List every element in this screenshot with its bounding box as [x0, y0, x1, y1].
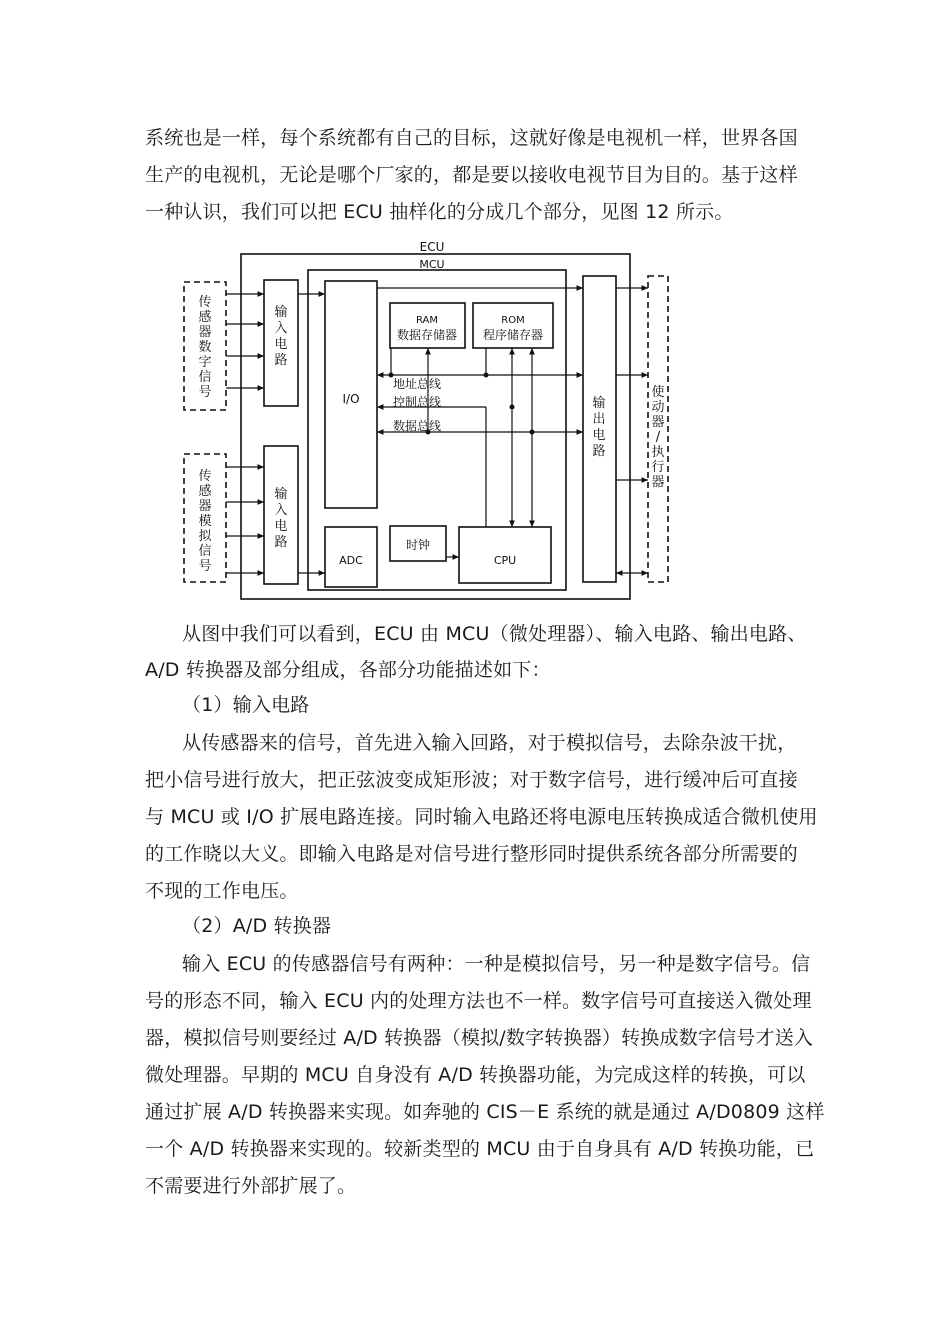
text-line: 从图中我们可以看到，ECU 由 MCU（微处理器）、输入电路、输出电路、 [182, 623, 807, 645]
svg-text:输: 输 [592, 396, 606, 411]
text-line: 从传感器来的信号，首先进入输入回路，对于模拟信号，去除杂波干扰， [182, 732, 797, 754]
adc-label: ADC [339, 554, 363, 567]
input-circuit-1-label [274, 304, 287, 368]
svg-text:信: 信 [198, 370, 212, 385]
ram-sublabel: 数据存储器 [396, 328, 458, 342]
svg-text:使: 使 [651, 385, 665, 400]
text-line: 不需要进行外部扩展了。 [145, 1175, 357, 1197]
rom-sublabel: 程序储存器 [482, 328, 544, 342]
svg-text:拟: 拟 [198, 529, 212, 544]
svg-text:执: 执 [651, 445, 665, 460]
text-line: 不现的工作电压。 [145, 880, 299, 902]
input-circuit-2-label [274, 486, 287, 550]
mcu-label: MCU [419, 258, 445, 271]
svg-text:号: 号 [198, 559, 212, 574]
svg-text:传: 传 [198, 295, 212, 310]
svg-text:输: 输 [274, 305, 288, 320]
cpu-label: CPU [493, 554, 517, 567]
address-bus-label: 地址总线 [393, 377, 442, 391]
text-line: 把小信号进行放大，把正弦波变成矩形波；对于数字信号，进行缓冲后可直接 [145, 769, 798, 791]
text-line: 通过扩展 A/D 转换器来实现。如奔驰的 CIS－E 系统的就是通过 A/D0809 这样 [145, 1101, 825, 1123]
control-bus-label: 控制总线 [393, 395, 442, 409]
svg-text:出: 出 [592, 412, 606, 427]
actuator-label [651, 384, 664, 490]
svg-text:输: 输 [274, 487, 288, 502]
section-heading: （1）输入电路 [182, 694, 310, 716]
sensor-digital-label [198, 295, 211, 400]
text-line: 号的形态不同，输入 ECU 内的处理方法也不一样。数字信号可直接送入微处理 [145, 990, 812, 1012]
text-line: 的工作晓以大义。即输入电路是对信号进行整形同时提供系统各部分所需要的 [145, 843, 798, 865]
svg-text:信: 信 [198, 544, 212, 559]
svg-text:电: 电 [592, 428, 606, 443]
svg-text:动: 动 [651, 400, 665, 415]
svg-text:器: 器 [651, 475, 665, 490]
svg-text:行: 行 [651, 460, 665, 475]
text-line: 器，模拟信号则要经过 A/D 转换器（模拟/数字转换器）转换成数字信号才送入 [145, 1027, 814, 1049]
svg-text:传: 传 [198, 469, 212, 484]
ram-label: RAM [415, 315, 439, 326]
svg-text:入: 入 [274, 321, 288, 336]
svg-text:/: / [655, 430, 661, 445]
svg-text:字: 字 [198, 355, 212, 370]
text-line: 输入 ECU 的传感器信号有两种：一种是模拟信号，另一种是数字信号。信 [182, 953, 811, 975]
rom-label: ROM [501, 315, 525, 326]
svg-text:号: 号 [198, 385, 212, 400]
clock-label: 时钟 [405, 538, 431, 552]
svg-text:路: 路 [592, 444, 606, 459]
ecu-label: ECU [419, 240, 445, 254]
svg-text:感: 感 [198, 310, 212, 325]
output-circuit-label [592, 395, 605, 459]
svg-text:路: 路 [274, 535, 288, 550]
text-line: A/D 转换器及部分组成，各部分功能描述如下： [145, 659, 551, 681]
text-line: 微处理器。早期的 MCU 自身没有 A/D 转换器功能，为完成这样的转换，可以 [145, 1064, 806, 1086]
sensor-analog-label [198, 469, 212, 574]
text-line: 生产的电视机，无论是哪个厂家的，都是要以接收电视节目为目的。基于这样 [145, 164, 798, 186]
ecu-block-diagram [180, 240, 670, 610]
svg-text:路: 路 [274, 353, 288, 368]
svg-text:电: 电 [274, 519, 288, 534]
svg-text:模: 模 [198, 514, 212, 529]
text-line: 一个 A/D 转换器来实现的。较新类型的 MCU 由于自身具有 A/D 转换功能，已 [145, 1138, 815, 1160]
svg-text:器: 器 [198, 325, 212, 340]
svg-text:电: 电 [274, 337, 288, 352]
text-line: 一种认识，我们可以把 ECU 抽样化的分成几个部分，见图 12 所示。 [145, 201, 734, 223]
svg-text:感: 感 [198, 484, 212, 499]
svg-text:数: 数 [198, 340, 212, 355]
text-line: 系统也是一样，每个系统都有自己的目标，这就好像是电视机一样，世界各国 [145, 127, 798, 149]
svg-text:入: 入 [274, 503, 288, 518]
svg-text:器: 器 [198, 499, 212, 514]
io-label: I/O [342, 392, 360, 406]
text-line: 与 MCU 或 I/O 扩展电路连接。同时输入电路还将电源电压转换成适合微机使用 [145, 806, 818, 828]
data-bus-label: 数据总线 [393, 419, 442, 433]
svg-text:器: 器 [651, 415, 665, 430]
section-heading: （2）A/D 转换器 [182, 915, 332, 937]
